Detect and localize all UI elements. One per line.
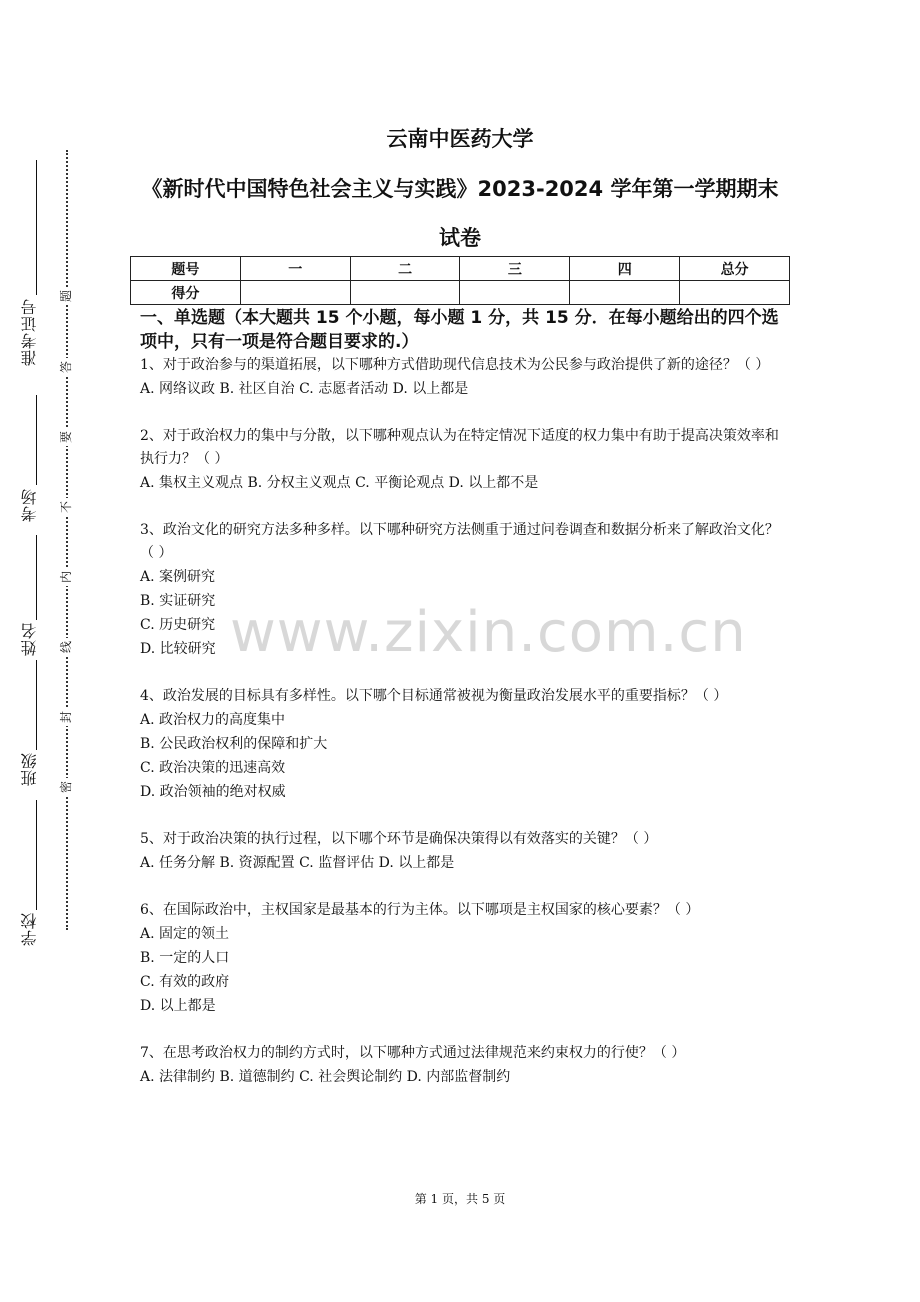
seal-char: 答 <box>57 358 75 376</box>
score-header-cell: 三 <box>460 257 570 281</box>
option-b: B. 实证研究 <box>140 593 216 609</box>
score-header-cell: 一 <box>240 257 350 281</box>
question-stem: 1、对于政治参与的渠道拓展，以下哪种方式借助现代信息技术为公民参与政治提供了新的途径？（ ） <box>140 357 770 373</box>
score-header-cell: 二 <box>350 257 460 281</box>
seal-dotted-line <box>66 150 68 930</box>
option-a: A. 固定的领土 <box>140 926 230 942</box>
score-cell <box>460 281 570 305</box>
exam-title-continued: 试卷 <box>439 226 481 250</box>
field-line <box>36 535 37 620</box>
field-line <box>36 660 37 750</box>
watermark: www.zixin.com.cn <box>230 600 747 665</box>
side-field-school: 学校 <box>20 912 39 946</box>
question-6 <box>140 899 790 1018</box>
option-a: A. 政治权力的高度集中 <box>140 712 286 728</box>
question-options: A. 法律制约 B. 道德制约 C. 社会舆论制约 D. 内部监督制约 <box>140 1069 511 1085</box>
option-d: D. 以上都是 <box>140 998 216 1014</box>
seal-char: 不 <box>57 498 75 516</box>
score-header-cell: 四 <box>570 257 680 281</box>
page-footer: 第 1 页，共 5 页 <box>414 1192 506 1206</box>
question-5 <box>140 828 790 875</box>
score-header-cell: 总分 <box>680 257 790 281</box>
option-b: B. 一定的人口 <box>140 950 230 966</box>
seal-char: 密 <box>57 778 75 796</box>
section-heading: 一、单选题（本大题共 15 个小题，每小题 1 分，共 15 分．在每小题给出的四个选项中，只有一项是符合题目要求的.） <box>140 308 779 352</box>
question-options: A. 任务分解 B. 资源配置 C. 监督评估 D. 以上都是 <box>140 855 455 871</box>
option-c: C. 历史研究 <box>140 617 216 633</box>
side-field-exam-number: 准考证号 <box>20 298 39 366</box>
side-field-exam-room: 考场 <box>20 488 39 522</box>
option-b: B. 公民政治权利的保障和扩大 <box>140 736 328 752</box>
question-stem: 7、在思考政治权力的制约方式时，以下哪种方式通过法律规范来约束权力的行使？（ ） <box>140 1045 686 1061</box>
score-row-label: 得分 <box>131 281 241 305</box>
question-4 <box>140 685 790 804</box>
score-cell <box>240 281 350 305</box>
option-c: C. 有效的政府 <box>140 974 230 990</box>
score-header-cell: 题号 <box>131 257 241 281</box>
question-stem: 6、在国际政治中，主权国家是最基本的行为主体。以下哪项是主权国家的核心要素？（ ） <box>140 902 700 918</box>
question-stem: 5、对于政治决策的执行过程，以下哪个环节是确保决策得以有效落实的关键？（ ） <box>140 831 658 847</box>
question-list <box>140 354 790 1113</box>
question-stem: 4、政治发展的目标具有多样性。以下哪个目标通常被视为衡量政治发展水平的重要指标？（ ） <box>140 688 728 704</box>
seal-char: 封 <box>57 708 75 726</box>
question-7 <box>140 1042 790 1089</box>
question-stem: 3、政治文化的研究方法多种多样。以下哪种研究方法侧重于通过问卷调查和数据分析来了解政治文化？（ ） <box>140 522 779 561</box>
question-3 <box>140 519 790 661</box>
score-table <box>130 256 790 305</box>
option-d: D. 比较研究 <box>140 641 216 657</box>
side-field-name: 姓名 <box>20 622 39 656</box>
option-d: D. 政治领袖的绝对权威 <box>140 784 286 800</box>
seal-char: 要 <box>57 428 75 446</box>
seal-char: 题 <box>57 287 75 305</box>
score-cell <box>350 281 460 305</box>
option-a: A. 案例研究 <box>140 569 216 585</box>
university-name: 云南中医药大学 <box>386 127 534 151</box>
side-field-class: 班级 <box>20 752 39 786</box>
seal-char: 线 <box>57 638 75 656</box>
question-stem: 2、对于政治权力的集中与分散，以下哪种观点认为在特定情况下适度的权力集中有助于提高决策效率和执行力？（ ） <box>140 428 779 467</box>
score-table-score-row <box>131 281 790 305</box>
seal-char: 内 <box>57 568 75 586</box>
field-line <box>36 800 37 910</box>
question-options: A. 网络议政 B. 社区自治 C. 志愿者活动 D. 以上都是 <box>140 381 469 397</box>
field-line <box>36 160 37 295</box>
score-cell <box>570 281 680 305</box>
question-1 <box>140 354 790 401</box>
exam-title: 《新时代中国特色社会主义与实践》2023-2024 学年第一学期期末 <box>141 177 779 201</box>
question-options: A. 集权主义观点 B. 分权主义观点 C. 平衡论观点 D. 以上都不是 <box>140 475 539 491</box>
score-cell <box>680 281 790 305</box>
score-table-header-row <box>131 257 790 281</box>
question-2 <box>140 425 790 495</box>
field-line <box>36 395 37 485</box>
option-c: C. 政治决策的迅速高效 <box>140 760 286 776</box>
